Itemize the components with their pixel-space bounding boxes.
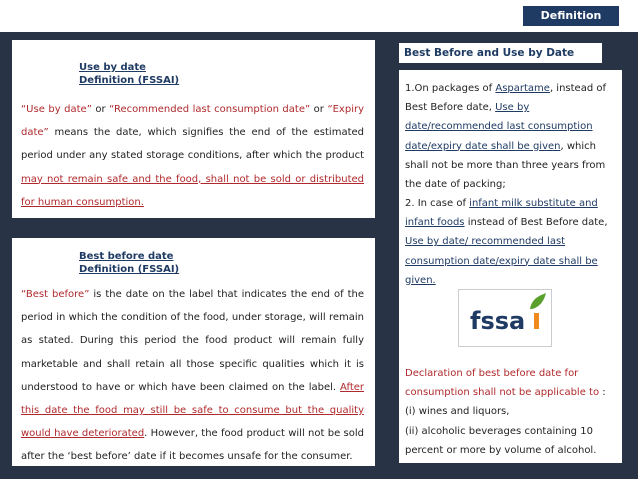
use-by-body: means the date, which signifies the end of the estimated period under any stated storage conditions, after which the product [21, 127, 364, 162]
declaration-colon: : [599, 387, 606, 399]
best-before-warning: After this date the food may still be safe to consume but the quality would have deteriorated [21, 381, 364, 440]
best-before-box [12, 238, 375, 466]
best-before-tail: . However, the food product will not be sold after the ‘best before’ date if it becomes unsafe for the consumer. [21, 428, 364, 463]
best-before-title-line1: Best before date [79, 251, 174, 262]
best-before-paragraph [21, 283, 364, 469]
logo-wordmark: fssa [470, 307, 526, 335]
use-by-quote1: “Use by date” [21, 104, 92, 115]
use-by-title-line1: Use by date [79, 62, 146, 73]
best-before-title [79, 250, 179, 276]
use-by-box [12, 40, 375, 218]
rule-1-c: , which shall not be more than three years from the date of packing; [405, 140, 606, 191]
rule-2-b: instead of Best Before date, [464, 217, 608, 229]
best-before-title-line2: Definition (FSSAI) [79, 264, 180, 275]
logo-i-stem [534, 313, 539, 329]
exemption-alcohol: (ii) alcoholic beverages containing 10 percent or more by volume of alcohol. [405, 425, 597, 456]
use-by-paragraph [21, 98, 364, 214]
use-by-title-line2: Definition (FSSAI) [79, 75, 180, 86]
use-by-or1: or [91, 104, 110, 115]
rule-1-a: 1.On packages of [405, 83, 496, 94]
rule-2 [405, 194, 619, 290]
rule-1-b: , instead of Best Before date, [405, 83, 607, 114]
right-heading: Best Before and Use by Date [404, 47, 575, 59]
rule-2-link-useby: Use by date/ recommended last consumption date/expiry date shall be given. [405, 236, 598, 286]
best-before-quote: “Best before” [21, 289, 90, 300]
fssai-logo [458, 289, 552, 347]
rule-1-link-useby: Use by date/recommended last consumption date/expiry date shall be given [405, 102, 593, 152]
use-by-or2: or [310, 104, 328, 115]
use-by-warning: may not remain safe and the food, shall not be sold or distributed for human consumption. [21, 173, 364, 208]
top-bar [0, 0, 638, 32]
use-by-title [79, 61, 179, 87]
rule-1-link-aspartame: Aspartame [495, 83, 550, 94]
declaration-text: Declaration of best before date for consumption shall not be applicable to [405, 368, 600, 399]
declaration [405, 364, 623, 460]
rule-2-a: 2. In case of [405, 198, 470, 209]
best-before-body: is the date on the label that indicates the end of the period in which the condition of the food, under storage, will remain as stated. During this period the food product will remain fully marketable and shall retain all those specific qualities which it is understood to have or which have been claimed on the label. [21, 289, 364, 393]
rule-1 [405, 79, 619, 194]
definition-badge: Definition [523, 6, 619, 26]
rule-2-link-infant: infant milk substitute and infant foods [405, 198, 598, 229]
use-by-quote3: “Expiry date” [21, 104, 365, 139]
right-content-box [399, 70, 622, 463]
right-heading-box [399, 43, 602, 63]
use-by-quote2: “Recommended last consumption date” [109, 104, 311, 115]
exemption-wines: (i) wines and liquors, [405, 406, 510, 418]
